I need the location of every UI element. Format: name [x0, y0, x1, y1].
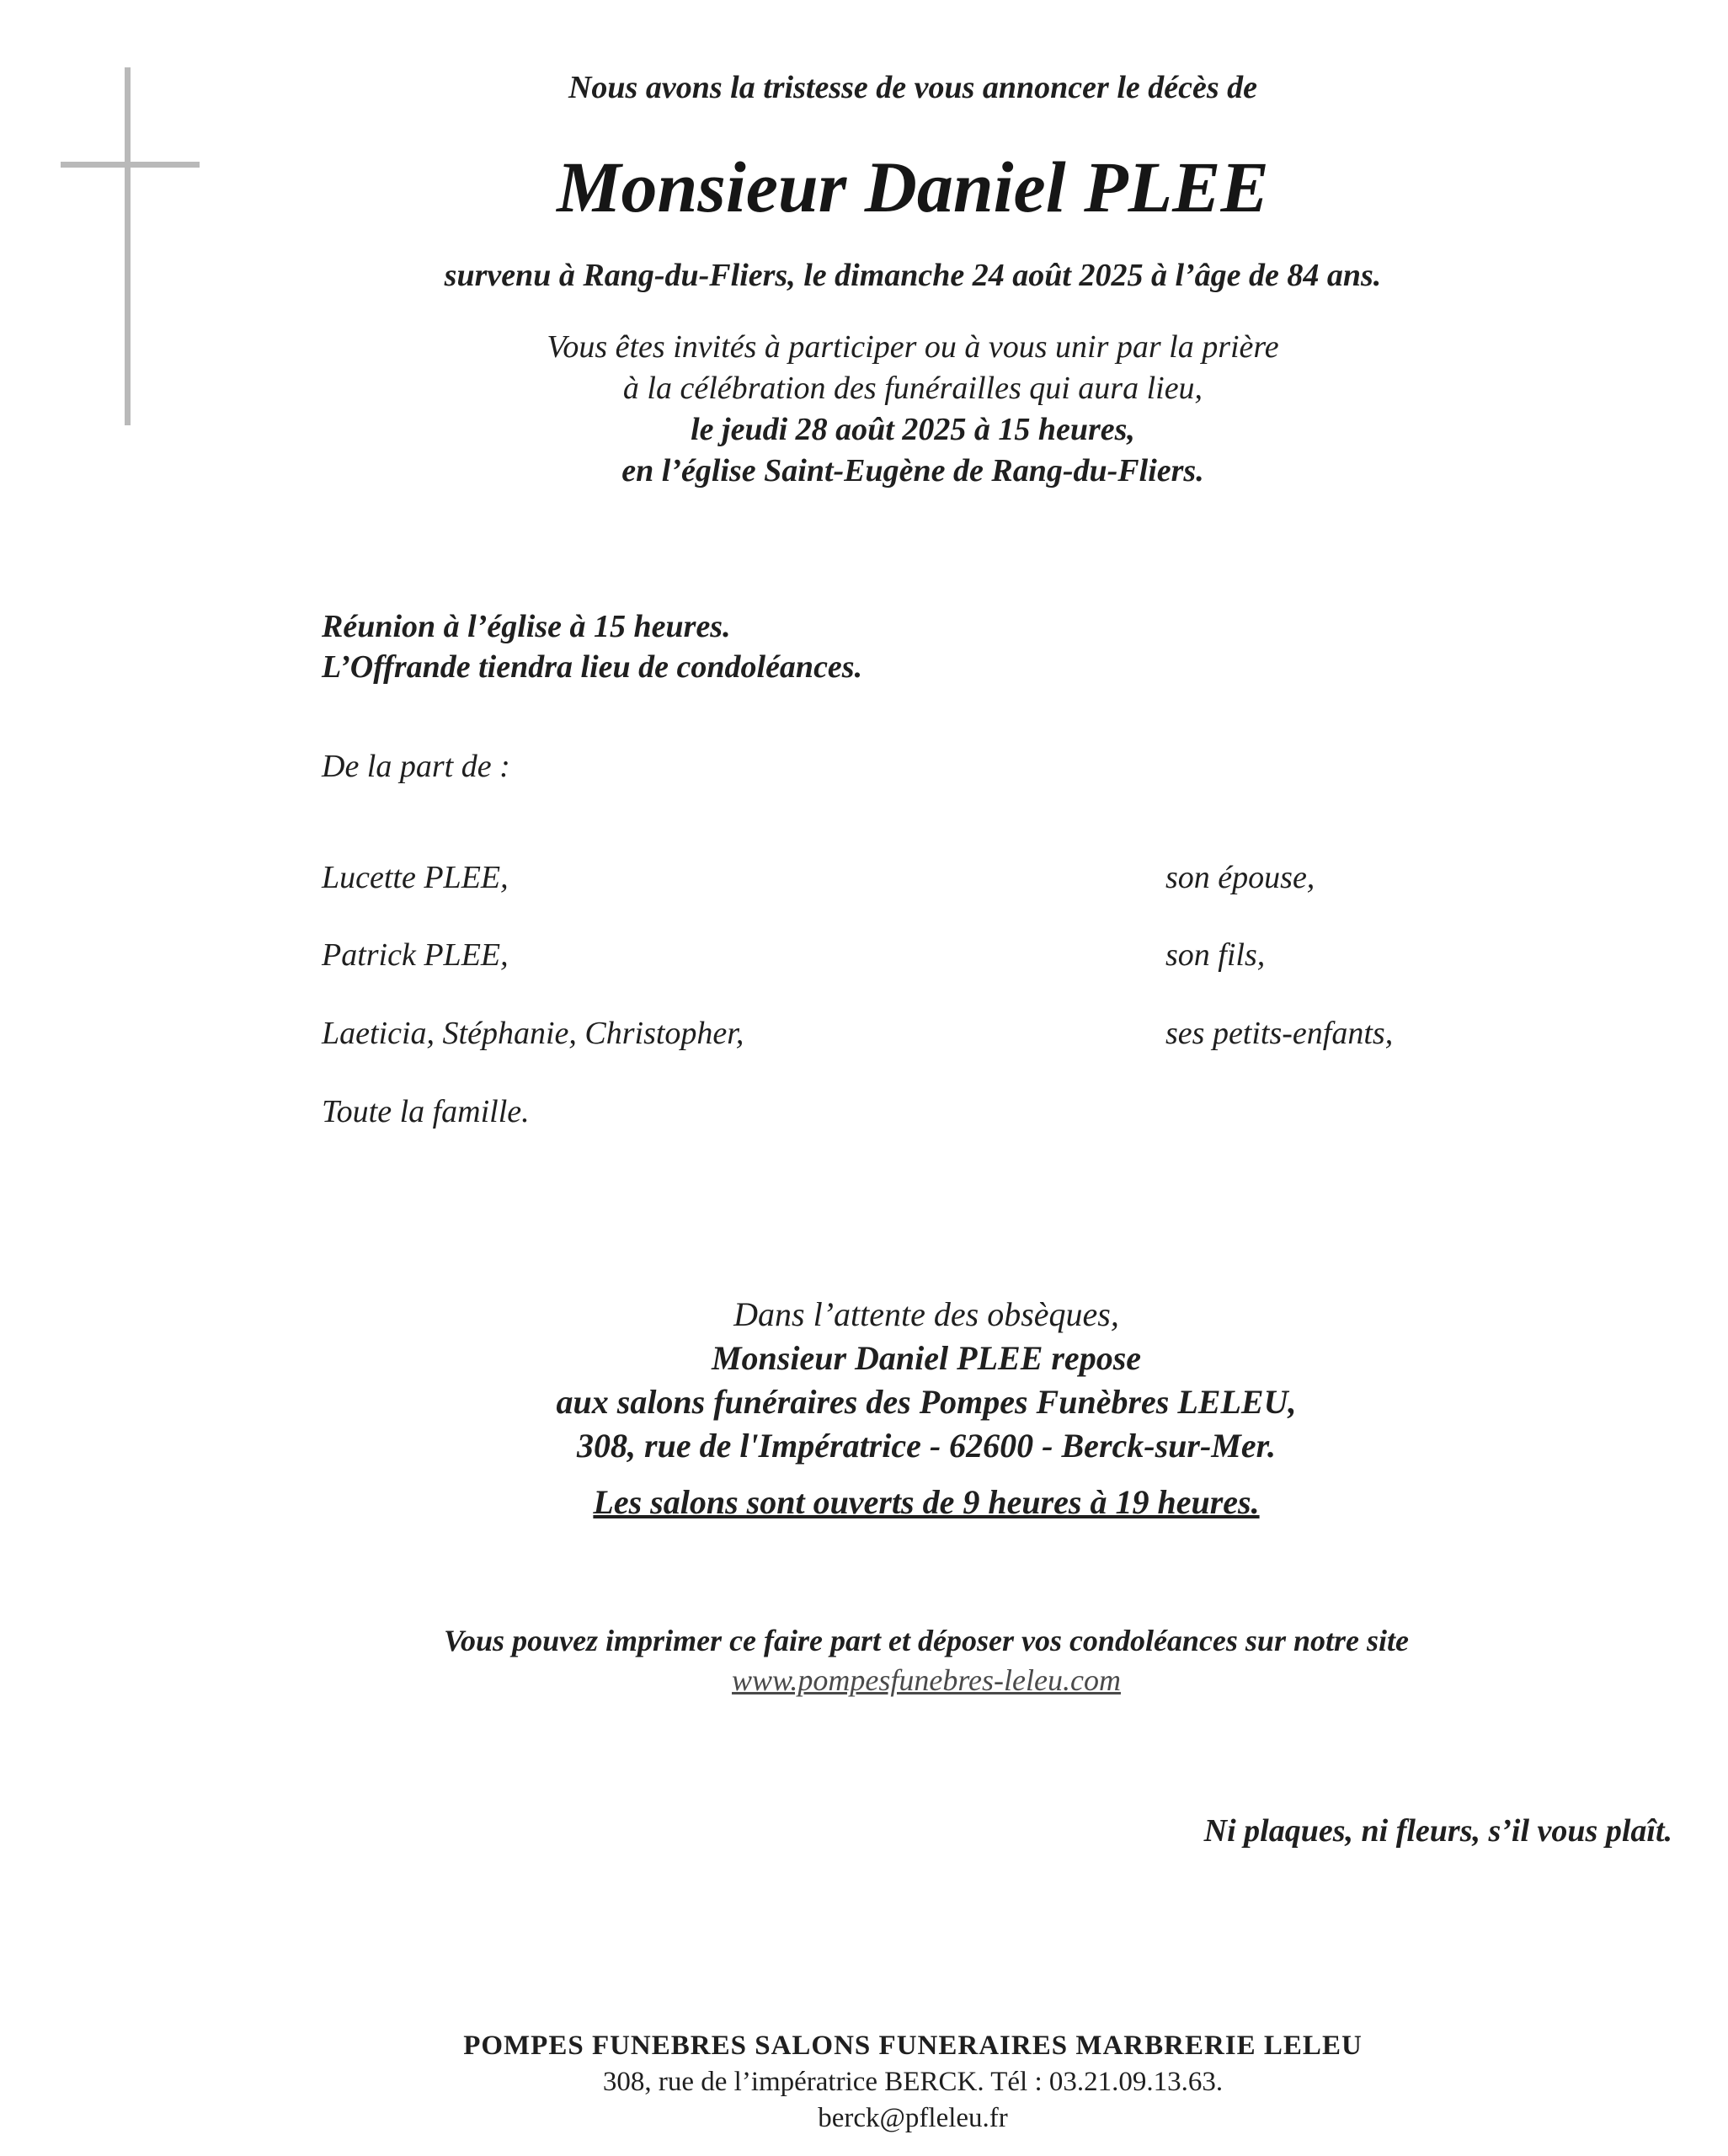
rest-address: 308, rue de l'Impératrice - 62600 - Berck-sur-Mer. [577, 1427, 1276, 1465]
family-member-name: Toute la famille. [322, 1094, 530, 1129]
no-flowers-note: Ni plaques, ni fleurs, s’il vous plaît. [1203, 1813, 1672, 1849]
family-member-relation: son fils, [1165, 937, 1266, 973]
invitation-line: à la célébration des funérailles qui aura lieu, [622, 371, 1203, 406]
website-block [62, 1621, 1728, 1700]
opening-hours [62, 1482, 1728, 1522]
footer [49, 2028, 1728, 2137]
ceremony-date: le jeudi 28 août 2025 à 15 heures, [691, 412, 1135, 447]
website-link[interactable]: www.pompesfunebres-leleu.com [732, 1663, 1121, 1697]
meeting-line: L’Offrande tiendra lieu de condoléances. [322, 649, 863, 685]
family-member-relation: ses petits-enfants, [1165, 1016, 1394, 1051]
footer-email[interactable]: berck@pfleleu.fr [818, 2103, 1008, 2133]
website-text: Vous pouvez imprimer ce faire part et déposer vos condoléances sur notre site [444, 1624, 1409, 1657]
meeting-line: Réunion à l’église à 15 heures. [322, 609, 731, 644]
rest-line: Dans l’attente des obsèques, [733, 1295, 1119, 1333]
rest-line: aux salons funéraires des Pompes Funèbres LELEU, [556, 1383, 1297, 1421]
family-member-relation: son épouse, [1165, 860, 1315, 895]
family-member-name: Patrick PLEE, [322, 937, 509, 973]
rest-block [62, 1293, 1728, 1468]
rest-line: Monsieur Daniel PLEE repose [711, 1339, 1142, 1377]
death-details: survenu à Rang-du-Fliers, le dimanche 24 août 2025 à l’âge de 84 ans. [444, 258, 1382, 293]
family-member-name: Laeticia, Stéphanie, Christopher, [322, 1016, 744, 1051]
invitation-line: Vous êtes invités à participer ou à vous unir par la prière [547, 329, 1279, 365]
invitation-block [49, 327, 1728, 492]
from-label: De la part de : [322, 749, 510, 784]
meeting-block [322, 606, 862, 687]
footer-address: 308, rue de l’impératrice BERCK. Tél : 03.21.09.13.63. [602, 2067, 1224, 2097]
footer-company: POMPES FUNEBRES SALONS FUNERAIRES MARBRERIE LELEU [463, 2031, 1363, 2061]
family-member-name: Lucette PLEE, [322, 860, 509, 895]
intro-text: Nous avons la tristesse de vous annoncer le décès de [568, 70, 1258, 105]
opening-hours-text: Les salons sont ouverts de 9 heures à 19 heures. [593, 1483, 1260, 1521]
deceased-name: Monsieur Daniel PLEE [557, 147, 1269, 227]
ceremony-place: en l’église Saint-Eugène de Rang-du-Fliers. [621, 453, 1204, 488]
